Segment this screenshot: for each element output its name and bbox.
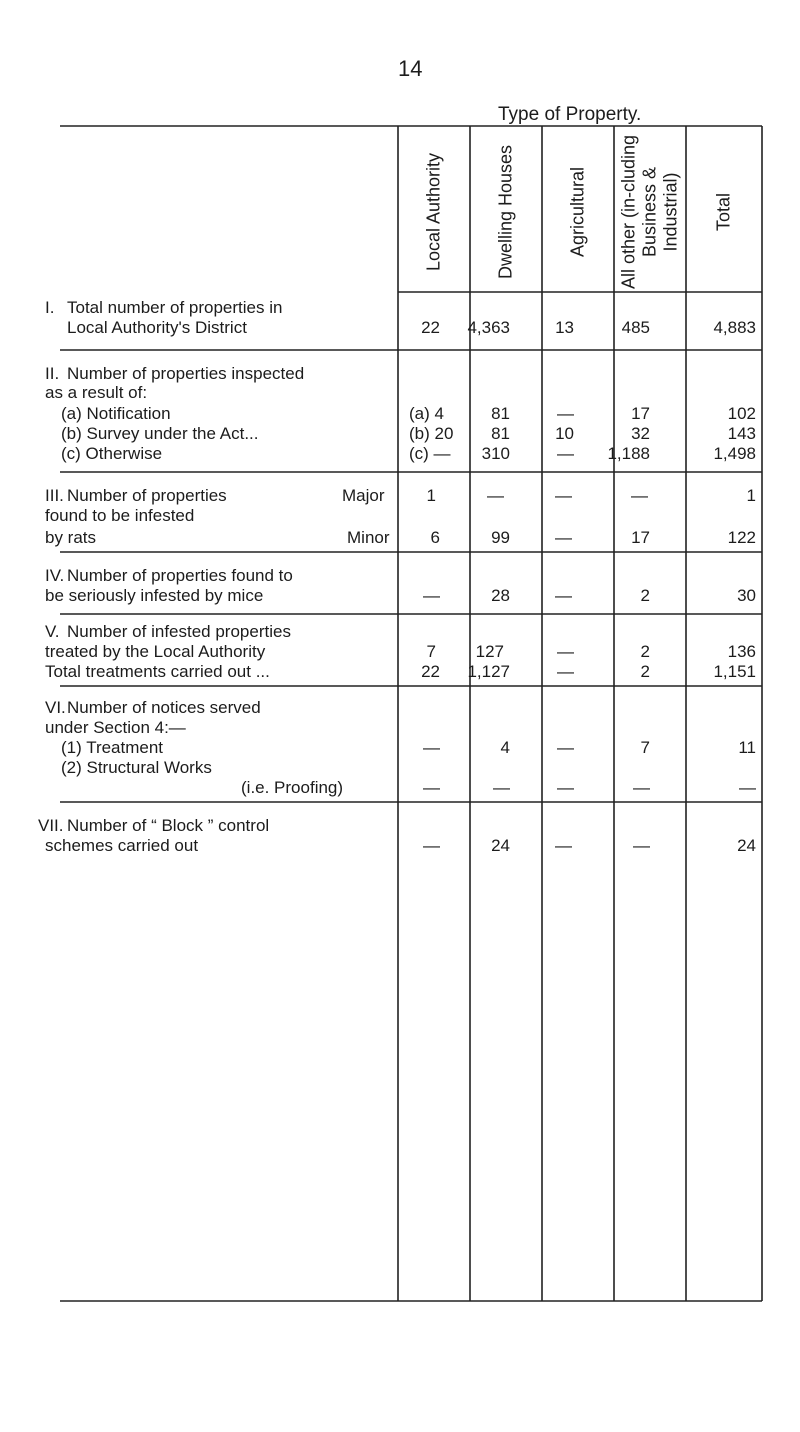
- cell-dwelling-houses: —: [487, 486, 504, 505]
- row-label-line: Number of properties found to: [67, 566, 293, 585]
- row-label-line: by rats: [45, 528, 97, 547]
- cell-all-other: 17: [631, 404, 650, 423]
- cell-local-authority: —: [423, 586, 440, 605]
- row-label-line: as a result of:: [45, 383, 148, 402]
- cell-local-authority: (b) 20: [409, 424, 454, 443]
- row-label-line: (b) Survey under the Act...: [61, 424, 259, 443]
- cell-local-authority: 6: [430, 528, 440, 547]
- cell-agricultural: —: [555, 486, 572, 505]
- cell-dwelling-houses: 81: [491, 424, 510, 443]
- cell-dwelling-houses: 81: [491, 404, 510, 423]
- row-label-line: Local Authority's District: [67, 318, 247, 337]
- cell-all-other: 17: [631, 528, 650, 547]
- cell-total: 11: [738, 738, 756, 757]
- column-header-total: Total: [713, 192, 734, 232]
- cell-agricultural: —: [555, 586, 572, 605]
- cell-total: 1: [746, 486, 756, 505]
- row-label-line: Number of infested properties: [67, 622, 291, 641]
- cell-dwelling-houses: 24: [491, 836, 510, 855]
- row-number: III.: [45, 486, 64, 505]
- row-label-line: Major: [342, 486, 385, 505]
- cell-all-other: —: [631, 486, 648, 505]
- row-label-line: (i.e. Proofing): [241, 778, 344, 797]
- cell-agricultural: —: [557, 662, 574, 681]
- row-label-line: Total treatments carried out ...: [45, 662, 270, 681]
- cell-all-other: 7: [640, 738, 650, 757]
- cell-all-other: —: [633, 778, 650, 797]
- row-label-line: (2) Structural Works: [61, 758, 212, 777]
- cell-all-other: 32: [631, 424, 650, 443]
- column-header-dwelling-houses: Dwelling Houses: [495, 144, 516, 280]
- row-label-line: Number of properties: [67, 486, 227, 505]
- cell-total: —: [739, 778, 756, 797]
- cell-all-other: 2: [640, 662, 650, 681]
- row-label-line: be seriously infested by mice: [45, 586, 264, 605]
- row-number: VI.: [45, 698, 66, 717]
- cell-dwelling-houses: 1,127: [467, 662, 510, 681]
- cell-total: 30: [737, 586, 756, 605]
- cell-dwelling-houses: 28: [491, 586, 510, 605]
- row-label-line: Minor: [347, 528, 390, 547]
- row-label-line: Number of properties inspected: [67, 364, 305, 383]
- row-number: V.: [45, 622, 60, 641]
- row-label-line: Number of “ Block ” control: [67, 816, 270, 835]
- cell-agricultural: —: [555, 528, 572, 547]
- row-label-line: schemes carried out: [45, 836, 199, 855]
- column-header-agricultural: Agricultural: [567, 166, 588, 258]
- row-label-line: found to be infested: [45, 506, 195, 525]
- cell-total: 102: [727, 404, 756, 423]
- cell-total: 24: [737, 836, 756, 855]
- cell-local-authority: (c) —: [409, 444, 451, 463]
- cell-all-other: 1,188: [607, 444, 650, 463]
- cell-dwelling-houses: 310: [481, 444, 510, 463]
- cell-agricultural: —: [557, 404, 574, 423]
- cell-local-authority: —: [423, 836, 440, 855]
- cell-agricultural: —: [557, 738, 574, 757]
- row-label-line: Total number of properties in: [67, 298, 283, 317]
- cell-total: 1,151: [713, 662, 756, 681]
- cell-total: 143: [727, 424, 756, 443]
- cell-local-authority: —: [423, 738, 440, 757]
- cell-dwelling-houses: 127: [475, 642, 504, 661]
- cell-agricultural: —: [555, 836, 572, 855]
- cell-total: 1,498: [713, 444, 756, 463]
- cell-agricultural: 10: [555, 424, 574, 443]
- cell-all-other: —: [633, 836, 650, 855]
- cell-local-authority: 22: [421, 662, 440, 681]
- row-number: II.: [45, 364, 60, 383]
- cell-total: 136: [727, 642, 756, 661]
- column-header-local-authority: Local Authority: [423, 152, 444, 272]
- cell-agricultural: —: [557, 444, 574, 463]
- cell-local-authority: 7: [426, 642, 436, 661]
- row-number: IV.: [45, 566, 65, 585]
- cell-all-other: 2: [640, 642, 650, 661]
- cell-dwelling-houses: 4,363: [467, 318, 510, 337]
- cell-local-authority: (a) 4: [409, 404, 444, 423]
- cell-total: 4,883: [713, 318, 756, 337]
- row-label-line: (a) Notification: [61, 404, 171, 423]
- cell-agricultural: 13: [555, 318, 574, 337]
- row-label-line: Number of notices served: [67, 698, 261, 717]
- table-caption: Type of Property.: [498, 104, 642, 125]
- row-label-line: (c) Otherwise: [61, 444, 163, 463]
- cell-local-authority: —: [423, 778, 440, 797]
- page-number: 14: [398, 56, 423, 81]
- row-label-line: treated by the Local Authority: [45, 642, 266, 661]
- row-label-line: under Section 4:—: [45, 718, 186, 737]
- cell-dwelling-houses: —: [493, 778, 510, 797]
- row-label-line: (1) Treatment: [61, 738, 164, 757]
- cell-total: 122: [727, 528, 756, 547]
- cell-local-authority: 1: [426, 486, 436, 505]
- cell-dwelling-houses: 99: [491, 528, 510, 547]
- row-number: VII.: [38, 816, 64, 835]
- column-header-all-other: All other (in-cluding Business & Industrial): [618, 134, 681, 290]
- cell-dwelling-houses: 4: [500, 738, 510, 757]
- cell-local-authority: 22: [421, 318, 440, 337]
- row-number: I.: [45, 298, 55, 317]
- cell-agricultural: —: [557, 642, 574, 661]
- cell-agricultural: —: [557, 778, 574, 797]
- cell-all-other: 485: [621, 318, 650, 337]
- cell-all-other: 2: [640, 586, 650, 605]
